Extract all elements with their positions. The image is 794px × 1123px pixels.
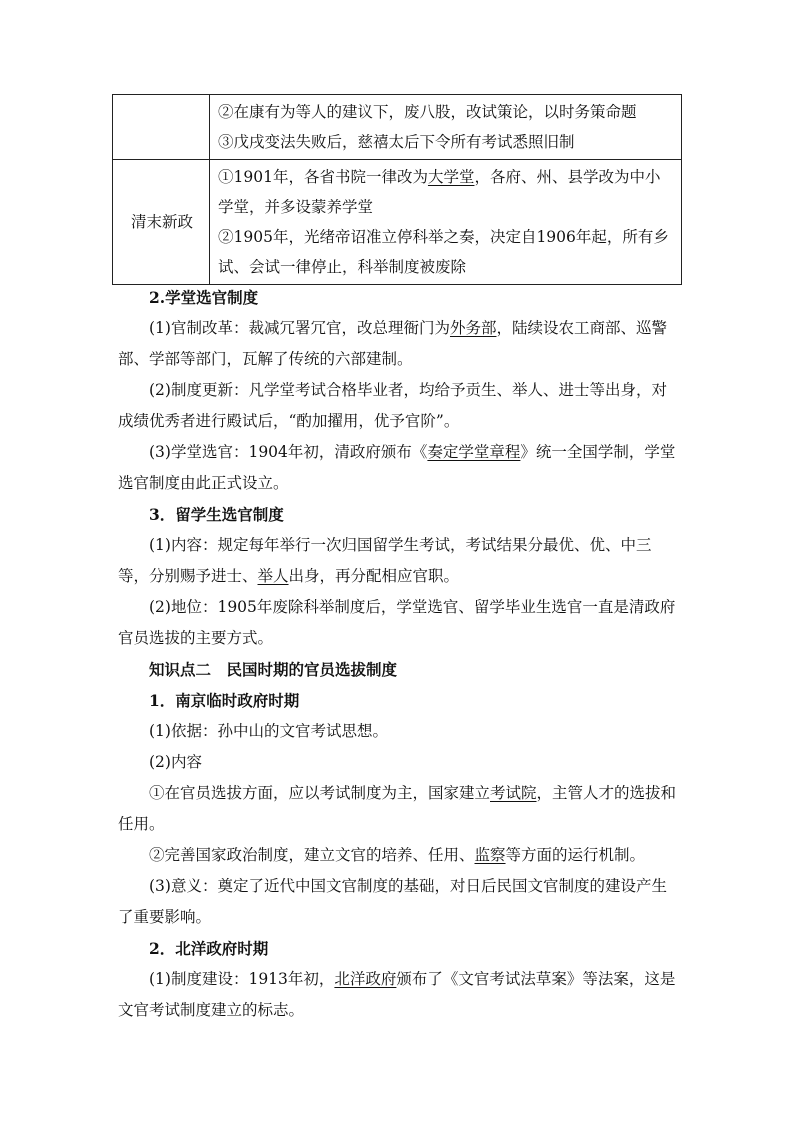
paragraph: ②完善国家政治制度，建立文官的培养、任用、监察等方面的运行机制。 [149,846,646,864]
paragraph: (3)意义：奠定了近代中国文官制度的基础，对日后民国文官制度的建设产生了重要影响。 [118,877,667,926]
underlined-term: 北洋政府 [334,970,397,988]
table-paragraph: ①1901年，各省书院一律改为大学堂，各府、州、县学改为中小学堂，并多设蒙养学堂 [218,168,661,216]
table-paragraph: ②1905年，光绪帝诏准立停科举之奏，决定自1906年起，所有乡试、会试一律停止，科举制度被废除 [218,228,669,276]
reform-table [112,94,682,285]
table-row [113,160,682,285]
body-content [118,282,680,1026]
paragraph: (2)制度更新：凡学堂考试合格毕业者，均给予贡生、举人、进士等出身，对成绩优秀者进行殿试后，“酌加擢用，优予官阶”。 [118,381,667,430]
underlined-term: 举人 [257,567,289,585]
section-heading: 2．北洋政府时期 [149,939,269,958]
row-label-qingmo-xinzheng: 清末新政 [113,160,210,285]
row-content [210,160,682,285]
table-line: ②在康有为等人的建议下，废八股，改试策论，以时务策命题 [218,103,637,121]
table-line: ③戊戌变法失败后，慈禧太后下令所有考试悉照旧制 [218,133,575,151]
paragraph: (1)依据：孙中山的文官考试思想。 [149,722,388,740]
table-row [113,95,682,160]
section-heading: 3．留学生选官制度 [149,505,284,524]
paragraph: (1)官制改革：裁减冗署冗官，改总理衙门为外务部，陆续设农工商部、巡警部、学部等部门，瓦解了传统的六部建制。 [118,319,667,368]
paragraph: (3)学堂选官：1904年初，清政府颁布《奏定学堂章程》统一全国学制，学堂选官制度由此正式设立。 [118,443,676,492]
paragraph: (2)地位：1905年废除科举制度后，学堂选官、留学毕业生选官一直是清政府官员选拔的主要方式。 [118,598,676,647]
section-heading: 2.学堂选官制度 [149,288,259,307]
underlined-term: 监察 [474,846,506,864]
paragraph: (2)内容 [149,753,202,771]
row-label-empty [113,95,210,160]
underlined-term: 奏定学堂章程 [427,443,521,461]
knowledge-point-heading: 知识点二 民国时期的官员选拔制度 [149,660,398,679]
row-content [210,95,682,160]
underlined-term: 大学堂 [427,168,475,186]
underlined-term: 考试院 [490,784,537,802]
paragraph: ①在官员选拔方面，应以考试制度为主，国家建立考试院，主管人才的选拔和任用。 [118,784,677,833]
paragraph: (1)内容：规定每年举行一次归国留学生考试，考试结果分最优、优、中三等，分别赐予进士、举人出身，再分配相应官职。 [118,536,652,585]
section-heading: 1．南京临时政府时期 [149,691,300,710]
underlined-term: 外务部 [449,319,497,337]
paragraph: (1)制度建设：1913年初，北洋政府颁布了《文官考试法草案》等法案，这是文官考试制度建立的标志。 [118,970,676,1019]
